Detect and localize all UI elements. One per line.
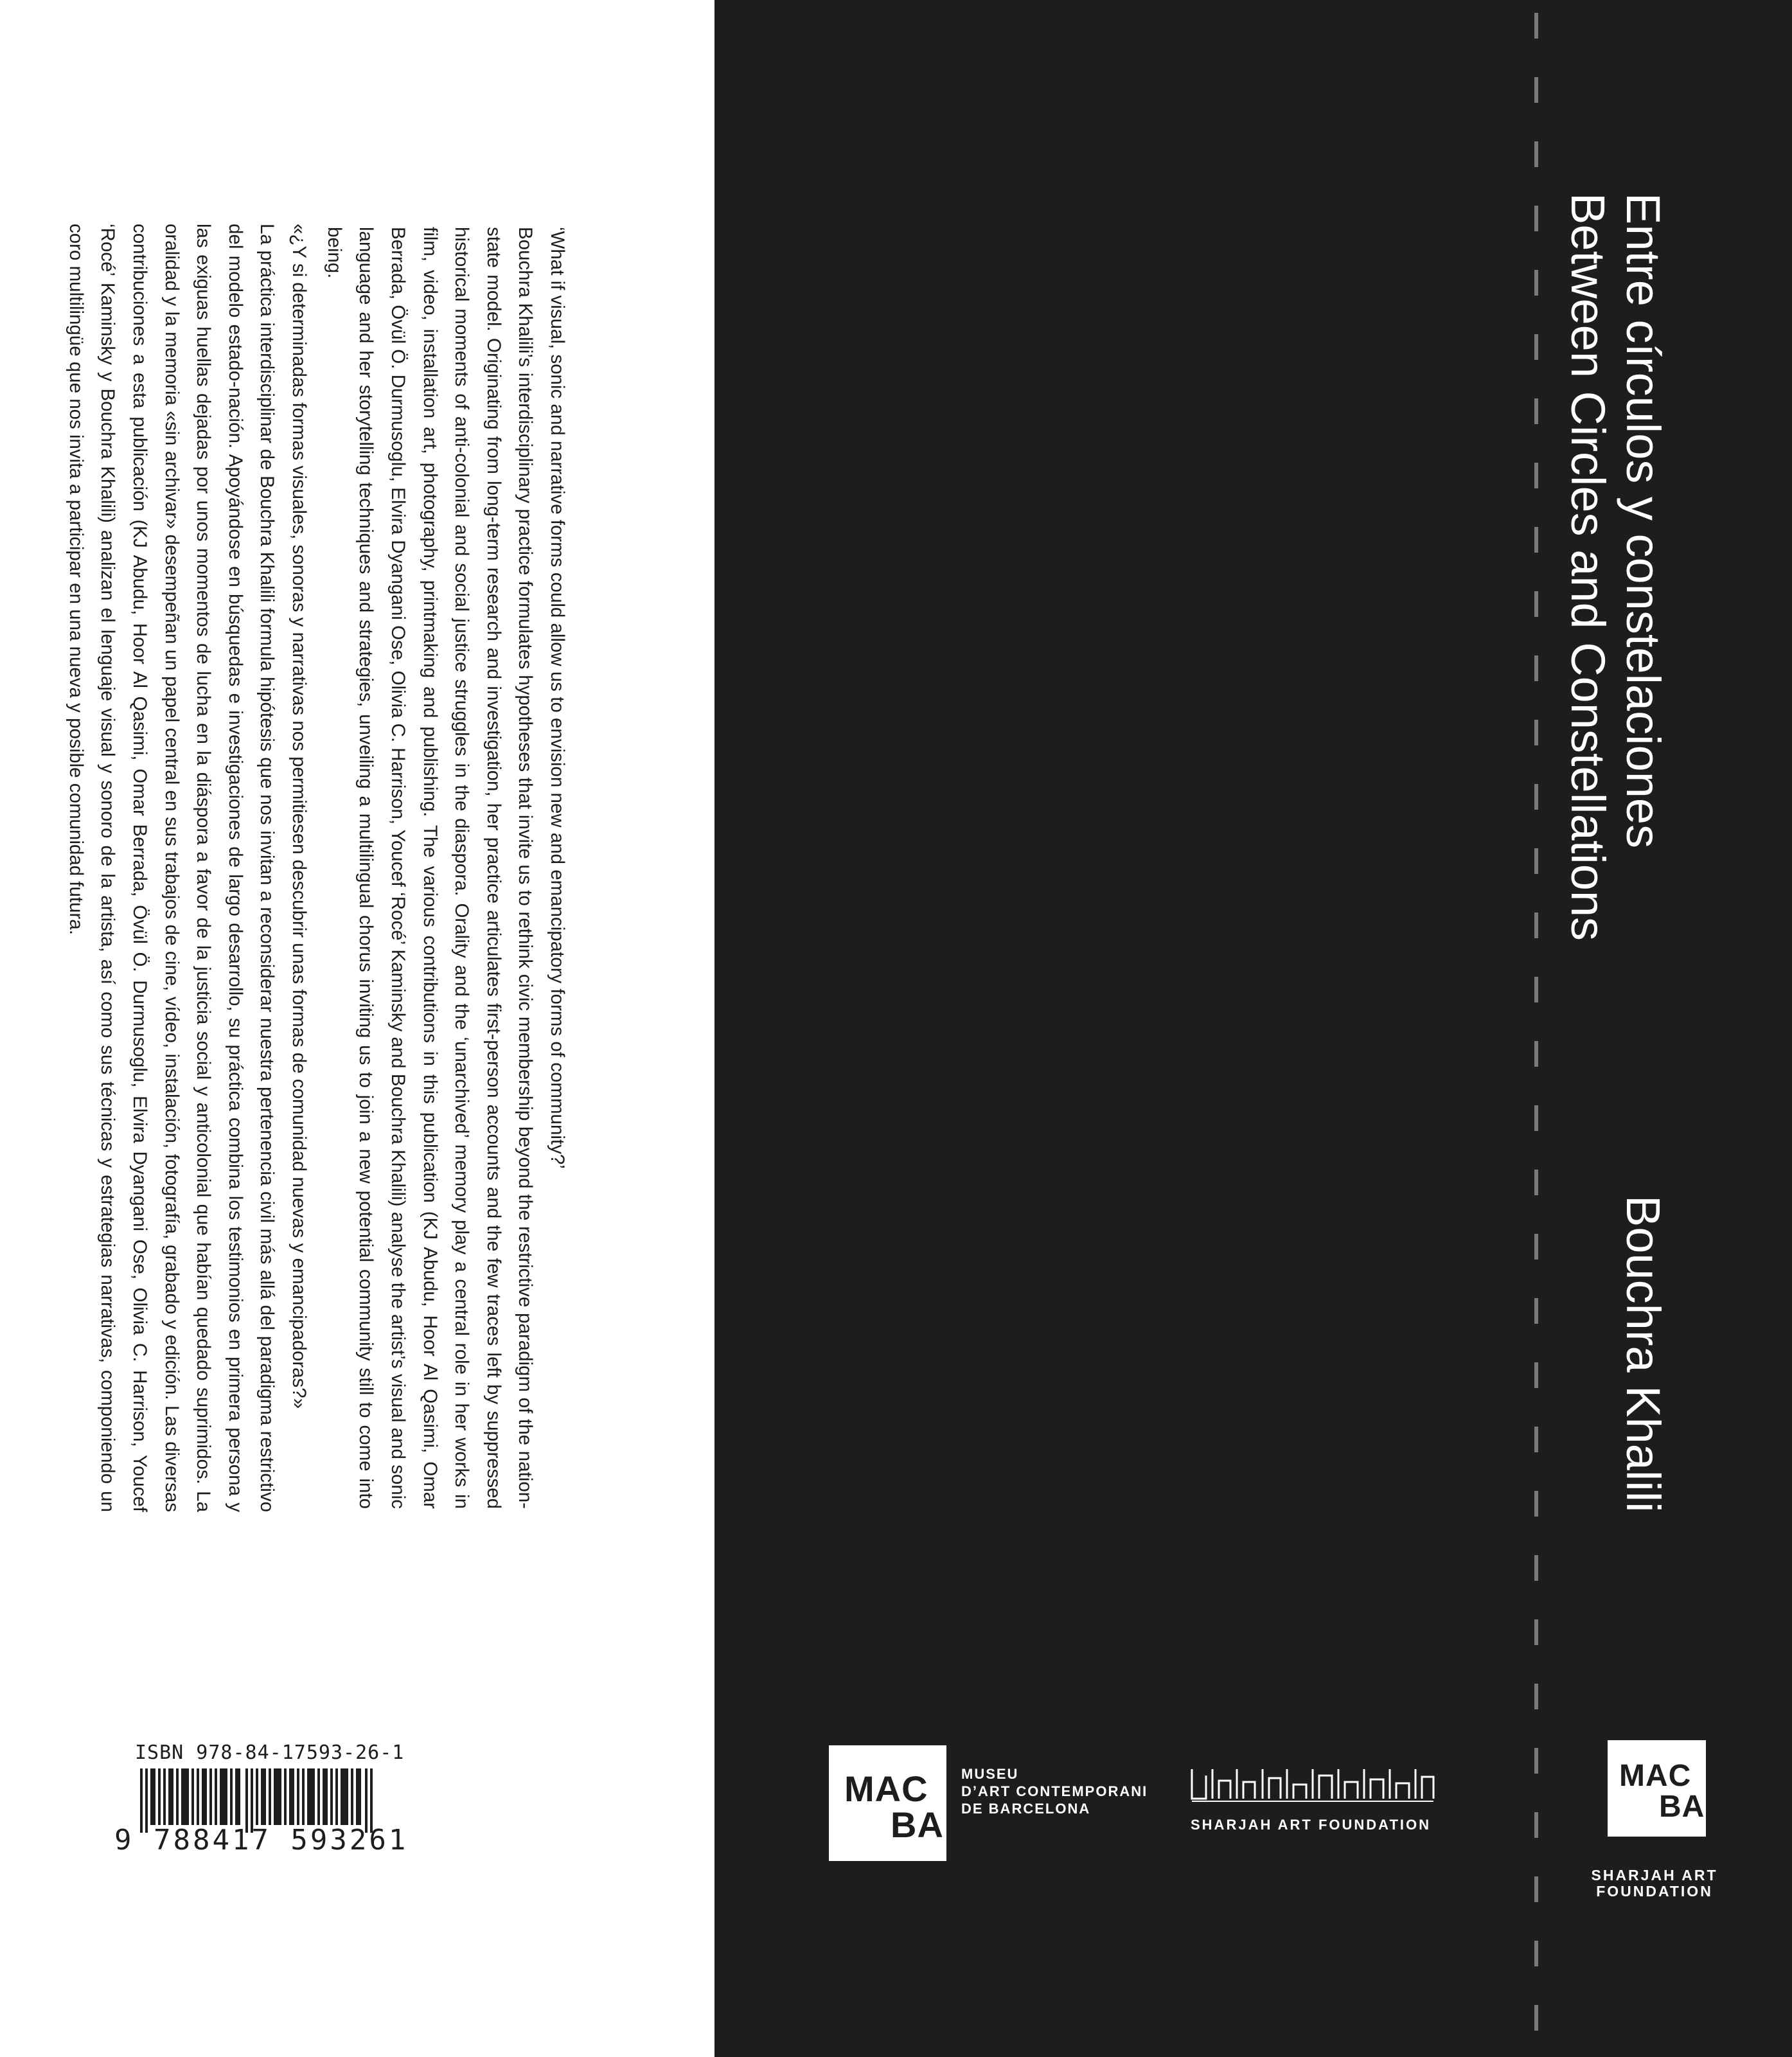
- english-question: ‘What if visual, sonic and narrative forms could allow us to envision new and emancipatory forms of community?’: [547, 227, 568, 1169]
- museu-text: [961, 1765, 1148, 1817]
- isbn-label: ISBN 978-84-17593-26-1: [135, 1741, 405, 1764]
- author-name: Bouchra Khalili: [1617, 1195, 1670, 1513]
- macba-logo-bottom: BA: [891, 1804, 944, 1845]
- spanish-body: La práctica interdisciplinar de Bouchra Khalili formula hipótesis que nos invitan a reconsiderar nuestra pertenencia civil más allá del paradigma restrictivo del modelo estado-nación. Apoyándose en búsquedas e investigaciones de largo desarrollo, su práctica combina los testimonios en primera persona y las exiguas huellas dejadas por unos momentos de lucha en la diáspora a favor de la justicia social y anticolonial que habían quedado suprimidos. La oralidad y la memoria «sin archivar» desempeñan un papel central en sus trabajos de cine, vídeo, instalación, fotografía, grabado y edición. Las diversas contribuciones a esta publicación (KJ Abudu, Hoor Al Qasimi, Omar Berrada, Övül Ö. Durmusoglu, Elvira Dyangani Ose, Olivia C. Harrison, Youcef ‘Rocé’ Kaminsky y Bouchra Khalili) analizan el lenguaje visual y sonoro de la artista, así como sus técnicas y estrategias narrativas, componiendo un coro multilingüe que nos invita a participar en una nueva y posible comunidad futura.: [65, 224, 278, 1512]
- spine-sharjah-line-1: SHARJAH ART: [1591, 1867, 1718, 1883]
- macba-logo: [829, 1745, 946, 1861]
- spanish-question: «¿Y si determinadas formas visuales, sonoras y narrativas nos permitiesen descubrir unas formas de comunidad nuevas y emancipadoras?»: [288, 224, 310, 1409]
- spine-macba-top: MAC: [1619, 1759, 1692, 1793]
- museu-line-2: D’ART CONTEMPORANI: [961, 1783, 1148, 1799]
- spine-sharjah-line-2: FOUNDATION: [1596, 1883, 1713, 1900]
- museu-line-3: DE BARCELONA: [961, 1801, 1091, 1817]
- spanish-blurb: [60, 224, 315, 1512]
- english-body: Bouchra Khalili’s interdisciplinary practice formulates hypotheses that invite us to rethink civic membership beyond the restrictive paradigm of the nation-state model. Originating from long-term research and investigation, her practice articulates first-person accounts and the few traces left by suppressed historical moments of anti-colonial and social justice struggles in the diaspora. Orality and the ‘unarchived’ memory play a central role in her works in film, video, installation art, photography, printmaking and publishing. The various contributions in this publication (KJ Abudu, Hoor Al Qasimi, Omar Berrada, Övül Ö. Durmusoglu, Elvira Dyangani Ose, Olivia C. Harrison, Youcef ‘Rocé’ Kaminsky and Bouchra Khalili) analyse the artist’s visual and sonic language and her storytelling techniques and strategies, unveiling a multilingual chorus inviting us to join a new potential community still to come into being.: [323, 227, 537, 1509]
- spine-macba-bottom: BA: [1659, 1790, 1705, 1824]
- spine-title: [1560, 193, 1671, 941]
- macba-logo-top: MAC: [844, 1768, 928, 1809]
- title-english: Between Circles and Constellations: [1561, 193, 1615, 941]
- spine-fold-line: [1534, 13, 1538, 2044]
- title-spanish: Entre círculos y constelaciones: [1617, 193, 1670, 849]
- spine-sharjah-text: [1577, 1867, 1732, 1900]
- barcode-icon: [140, 1768, 373, 1833]
- english-blurb: [318, 227, 573, 1509]
- isbn-digits: 9 788417 593261: [114, 1824, 409, 1857]
- museu-line-1: MUSEU: [961, 1766, 1019, 1782]
- spine-macba-logo: [1608, 1740, 1706, 1837]
- spine-author: [1615, 1195, 1671, 1513]
- sharjah-text: SHARJAH ART FOUNDATION: [1191, 1817, 1431, 1833]
- sharjah-calligraphy-icon: [1191, 1763, 1435, 1804]
